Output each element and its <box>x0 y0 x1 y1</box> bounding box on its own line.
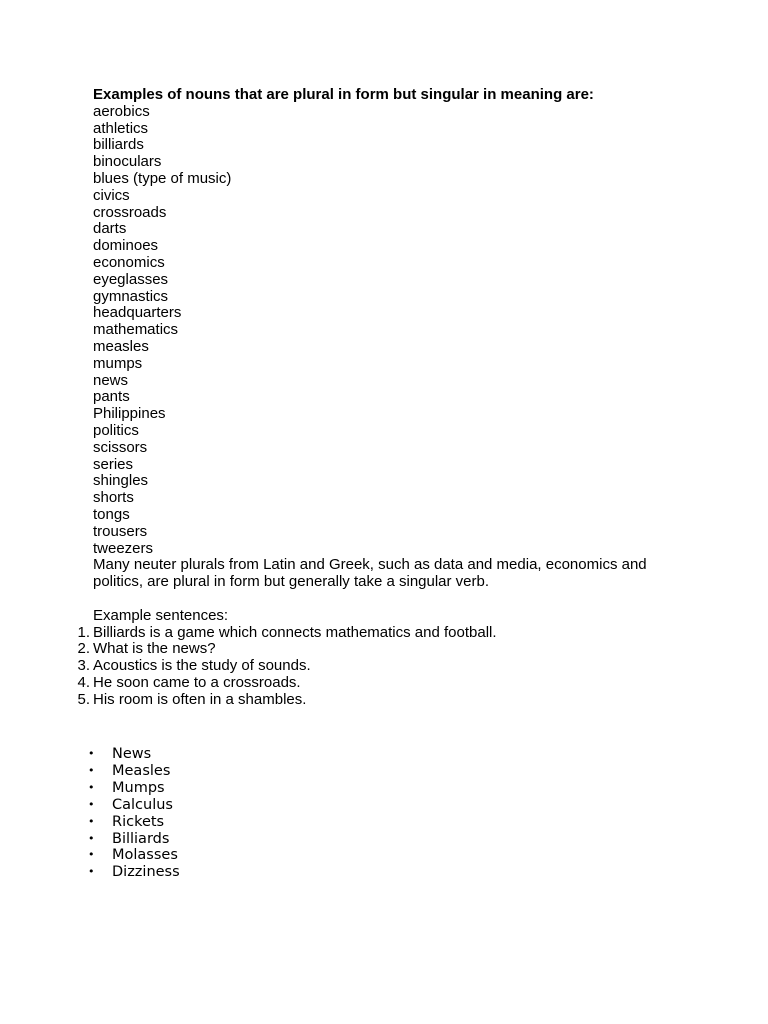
noun-item: economics <box>93 253 165 271</box>
noun-item: scissors <box>93 438 148 456</box>
bullet-item <box>88 814 180 831</box>
example-sentence <box>77 640 693 658</box>
bullet-text: Molasses <box>112 847 178 864</box>
example-text: Acoustics is the study of sounds. <box>93 657 311 675</box>
noun-item: binoculars <box>93 153 162 171</box>
noun-item: headquarters <box>93 304 182 322</box>
noun-item: gymnastics <box>93 287 169 305</box>
noun-item: mathematics <box>93 321 179 339</box>
bullet-text: Measles <box>112 762 171 779</box>
bullet-text: Rickets <box>112 813 165 830</box>
bullet-text: Calculus <box>112 796 173 813</box>
noun-item: news <box>93 371 129 389</box>
example-text: What is the news? <box>93 640 216 658</box>
noun-item: politics <box>93 421 139 439</box>
bullet-item <box>88 847 180 864</box>
example-number: 5. <box>77 690 90 708</box>
document-body <box>77 86 693 708</box>
noun-item: eyeglasses <box>93 270 169 288</box>
noun-item: blues (type of music) <box>93 169 232 187</box>
bullet-icon: • <box>88 848 95 862</box>
noun-item: dominoes <box>93 237 159 255</box>
bullet-item <box>88 831 180 848</box>
bullet-icon: • <box>88 865 95 879</box>
bullet-text: News <box>112 746 152 762</box>
bullet-item <box>88 864 180 881</box>
noun-item: shorts <box>93 489 134 507</box>
bullet-icon: • <box>88 780 95 794</box>
bullet-text: Billiards <box>112 830 170 847</box>
example-number: 3. <box>77 657 90 675</box>
example-sentence <box>77 690 693 709</box>
noun-item: aerobics <box>93 102 150 120</box>
noun-item: billiards <box>93 136 144 154</box>
bullet-item <box>88 746 180 763</box>
noun-item: trousers <box>93 522 148 540</box>
example-number: 2. <box>77 640 90 658</box>
noun-item: Philippines <box>93 405 166 423</box>
bullet-text: Dizziness <box>112 864 180 881</box>
bullet-list <box>88 746 180 881</box>
bullet-item <box>88 780 180 797</box>
bullet-icon: • <box>88 747 95 760</box>
noun-item: civics <box>93 186 130 204</box>
example-sentence <box>77 623 693 642</box>
bullet-icon: • <box>88 831 95 845</box>
section-heading: Examples of nouns that are plural in form but singular in meaning are: <box>93 86 594 103</box>
noun-item: measles <box>93 337 149 355</box>
blank-line <box>93 591 693 608</box>
noun-item: athletics <box>93 119 149 137</box>
example-text: He soon came to a crossroads. <box>93 673 301 691</box>
bullet-icon: • <box>88 797 95 811</box>
noun-item: tweezers <box>93 539 154 557</box>
explanation-paragraph: Many neuter plurals from Latin and Greek, such as data and media, economics and politics, are plural in form but generally take a singular verb. <box>93 556 647 591</box>
examples-label: Example sentences: <box>93 606 229 624</box>
noun-list <box>93 104 693 558</box>
noun-item: crossroads <box>93 203 167 221</box>
noun-item: shingles <box>93 472 149 490</box>
noun-item: tongs <box>93 505 130 523</box>
noun-item: darts <box>93 220 127 238</box>
bullet-item <box>88 797 180 814</box>
example-number: 1. <box>77 623 90 641</box>
example-text: Billiards is a game which connects mathematics and football. <box>93 623 497 641</box>
example-text: His room is often in a shambles. <box>93 690 307 708</box>
bullet-icon: • <box>88 763 95 777</box>
noun-item: series <box>93 455 134 473</box>
example-number: 4. <box>77 673 90 691</box>
noun-item: mumps <box>93 354 143 372</box>
bullet-text: Mumps <box>112 779 165 796</box>
example-sentence <box>77 657 693 675</box>
noun-item: pants <box>93 388 130 406</box>
example-sentence-list <box>77 623 693 709</box>
bullet-icon: • <box>88 814 95 828</box>
example-sentence <box>77 673 693 692</box>
bullet-item <box>88 763 180 780</box>
